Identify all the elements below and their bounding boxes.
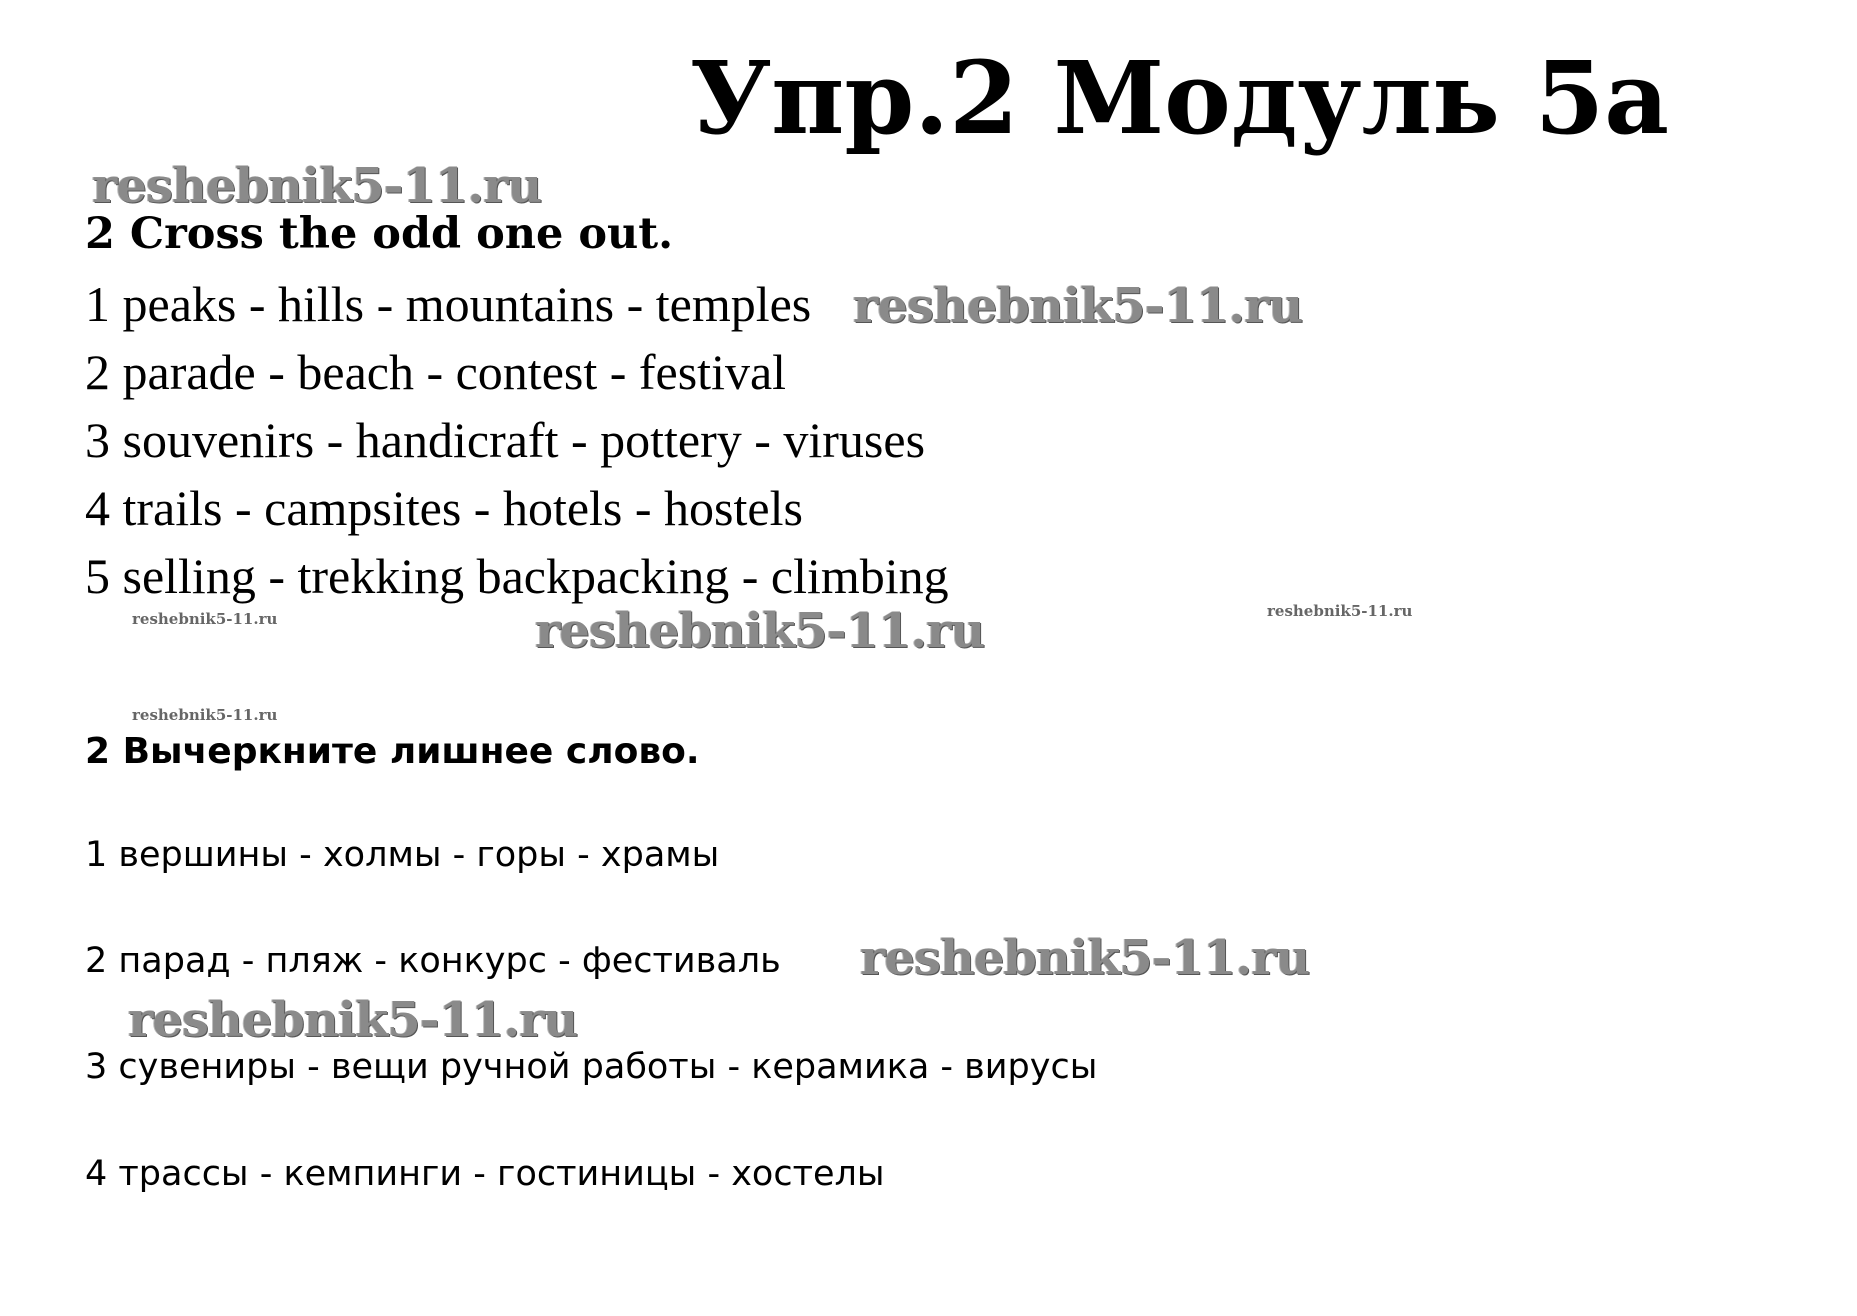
watermark-small: reshebnik5-11.ru: [132, 706, 278, 724]
watermark: reshebnik5-11.ru: [535, 603, 985, 659]
exercise-heading-english: 2 Cross the odd one out.: [85, 209, 674, 259]
exercise-item-english: 3 souvenirs - handicraft - pottery - viruses: [85, 412, 926, 468]
exercise-item-english: 4 trails - campsites - hotels - hostels: [85, 480, 803, 536]
exercise-item-russian: 2 парад - пляж - конкурс - фестиваль: [85, 941, 781, 981]
exercise-item-english: 5 selling - trekking backpacking - climbing: [85, 548, 949, 604]
watermark: reshebnik5-11.ru: [860, 930, 1310, 986]
exercise-item-english: 2 parade - beach - contest - festival: [85, 344, 787, 400]
exercise-item-russian: 3 сувениры - вещи ручной работы - керамика - вирусы: [85, 1047, 1098, 1087]
watermark: reshebnik5-11.ru: [128, 992, 578, 1048]
exercise-heading-russian: 2 Вычеркните лишнее слово.: [85, 731, 700, 772]
exercise-item-russian: 4 трассы - кемпинги - гостиницы - хостелы: [85, 1154, 885, 1194]
watermark-small: reshebnik5-11.ru: [1267, 602, 1413, 620]
exercise-item-russian: 1 вершины - холмы - горы - храмы: [85, 835, 720, 875]
watermark-small: reshebnik5-11.ru: [132, 610, 278, 628]
watermark: reshebnik5-11.ru: [92, 158, 542, 214]
watermark: reshebnik5-11.ru: [853, 278, 1303, 334]
exercise-item-english: 1 peaks - hills - mountains - temples: [85, 276, 812, 332]
page-title: Упр.2 Модуль 5a: [690, 39, 1670, 157]
